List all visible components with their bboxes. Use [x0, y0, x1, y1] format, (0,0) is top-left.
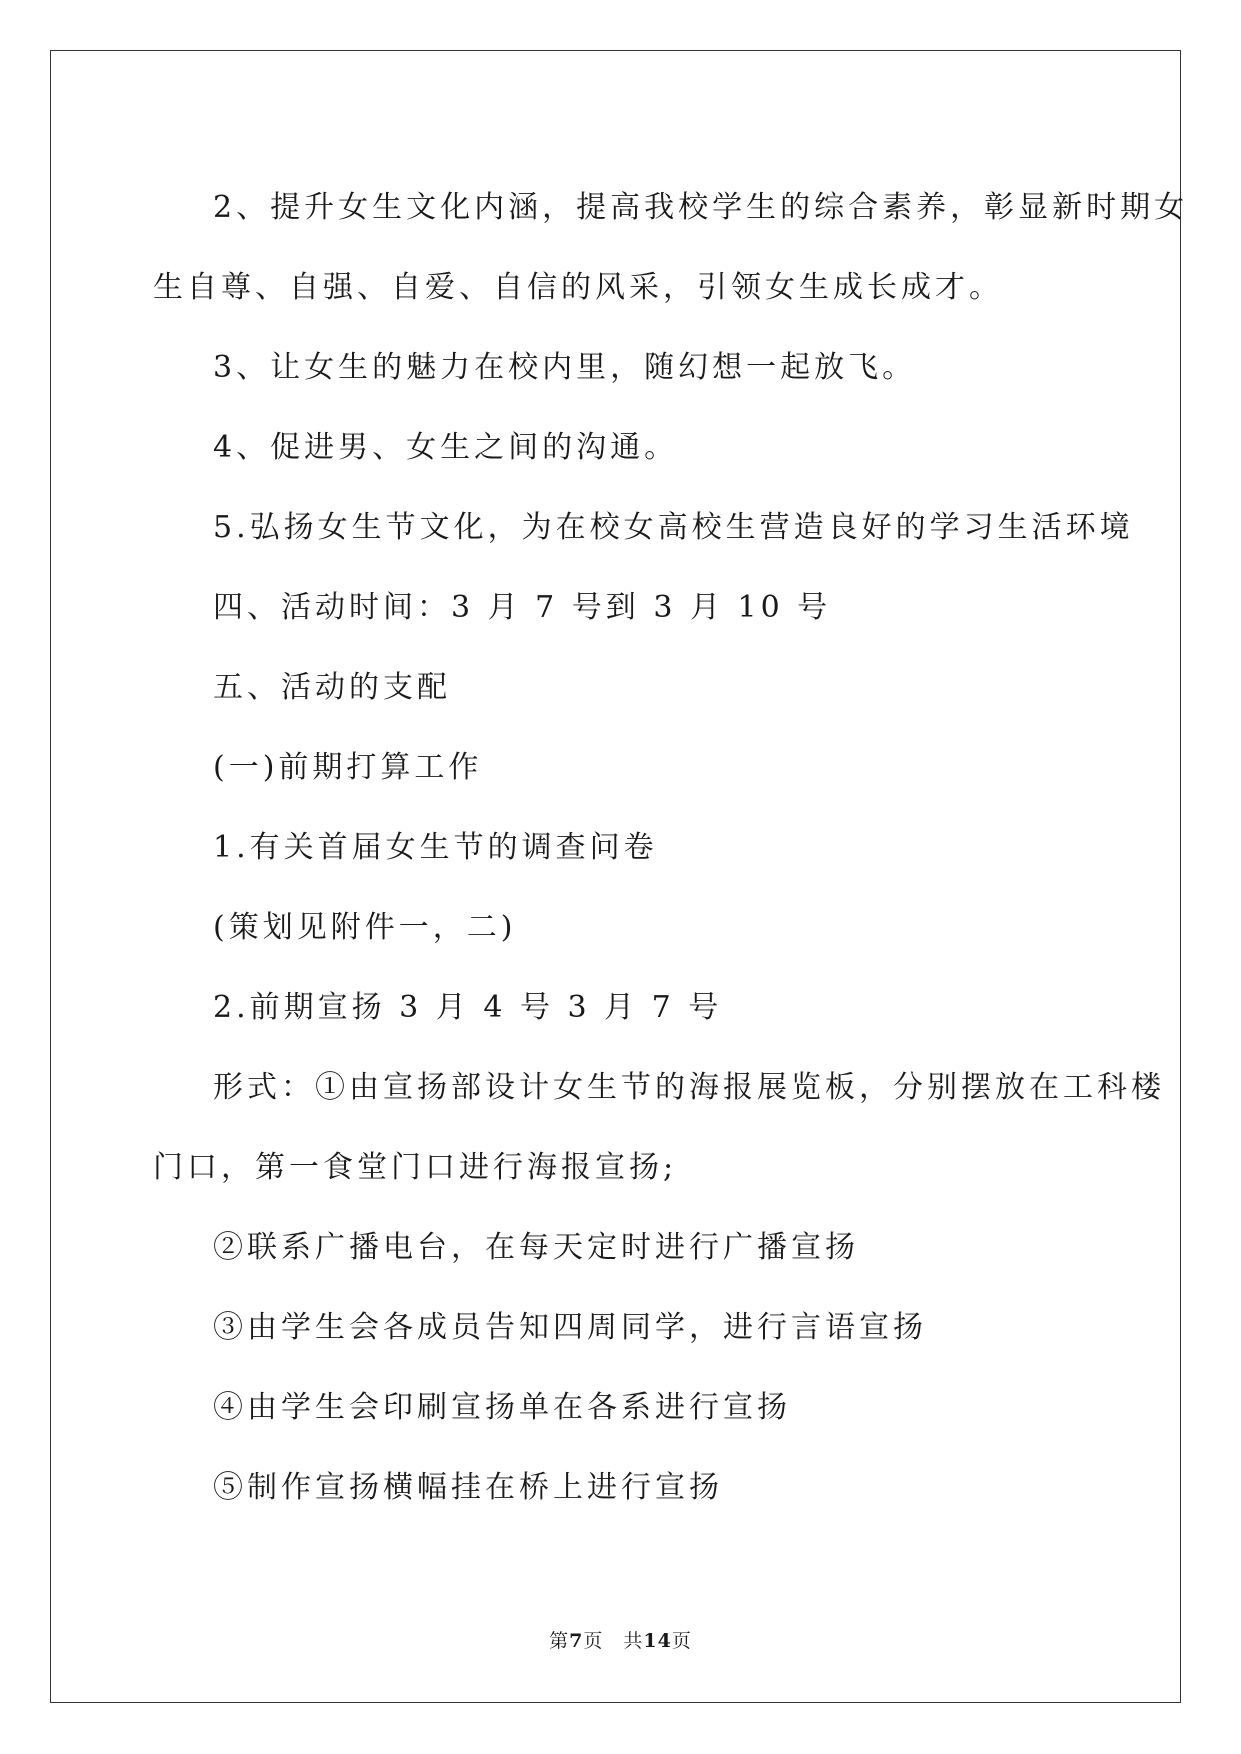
- list-item-word-of-mouth: ③由学生会各成员告知四周同学，进行言语宣扬: [213, 1310, 927, 1345]
- paragraph-publicity-form: [153, 1048, 1165, 1208]
- paragraph-line: 2、提升女生文化内涵，提高我校学生的综合素养，彰显新时期女: [213, 190, 1189, 225]
- list-item-banner: ⑤制作宣扬横幅挂在桥上进行宣扬: [213, 1470, 723, 1505]
- page-footer: [0, 1626, 1241, 1653]
- footer-total-suffix: 页: [671, 1630, 692, 1652]
- list-item-radio: ②联系广播电台，在每天定时进行广播宣扬: [213, 1230, 859, 1265]
- paragraph-item-2: [153, 168, 1189, 328]
- document-body: [153, 168, 1189, 1528]
- paragraph-attachment-note: (策划见附件一，二): [213, 910, 517, 945]
- list-item-flyers: ④由学生会印刷宣扬单在各系进行宣扬: [213, 1390, 791, 1425]
- paragraph-item-5: 5.弘扬女生节文化，为在校女高校生营造良好的学习生活环境: [213, 510, 1134, 545]
- section-heading-activity-arrangement: 五、活动的支配: [213, 670, 451, 705]
- section-heading-activity-time: 四、活动时间：3 月 7 号到 3 月 10 号: [213, 590, 832, 625]
- paragraph-line: 生自尊、自强、自爱、自信的风采，引领女生成长成才。: [153, 270, 1003, 305]
- paragraph-item-4: 4、促进男、女生之间的沟通。: [213, 430, 679, 465]
- paragraph-survey: 1.有关首届女生节的调查问卷: [213, 830, 658, 865]
- subsection-heading-preparation: (一)前期打算工作: [213, 750, 483, 785]
- footer-page-word: 页: [583, 1630, 604, 1652]
- footer-total-prefix: 共: [623, 1630, 644, 1652]
- paragraph-line: 形式：①由宣扬部设计女生节的海报展览板，分别摆放在工科楼: [213, 1070, 1165, 1105]
- paragraph-line: 门口，第一食堂门口进行海报宣扬;: [153, 1150, 678, 1185]
- total-pages-number: 14: [643, 1630, 672, 1652]
- paragraph-item-3: 3、让女生的魅力在校内里，随幻想一起放飞。: [213, 350, 917, 385]
- current-page-number: 7: [569, 1630, 584, 1652]
- footer-prefix: 第: [549, 1630, 570, 1652]
- paragraph-publicity-period: 2.前期宣扬 3 月 4 号 3 月 7 号: [213, 990, 723, 1025]
